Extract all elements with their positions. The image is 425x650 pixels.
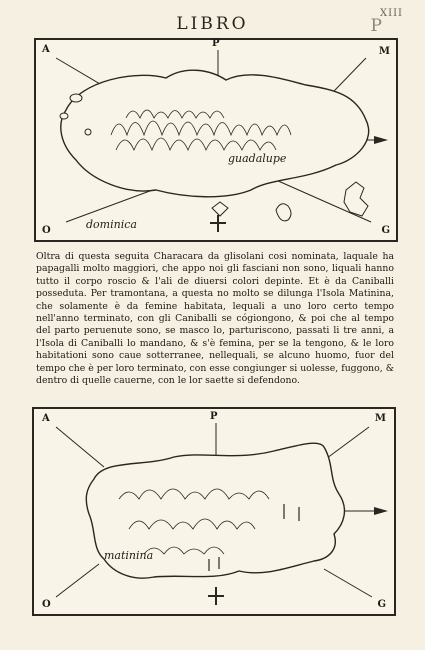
east-arrow xyxy=(374,136,388,144)
running-head xyxy=(0,8,425,36)
body-text xyxy=(36,251,394,387)
top-mark-letter: P xyxy=(210,411,218,422)
corner-nw-letter: A xyxy=(42,413,50,424)
corner-se-letter: G xyxy=(377,599,386,610)
corner-sw-letter: O xyxy=(42,225,51,236)
body-paragraph: Oltra di questa seguita Characara da glisolani cosi nominata, laquale ha papagalli molto maggiori, che appo noi gli fasciani non sono, liquali hanno tutto il corpo roscio & l'ali de diuersi colori depinte. Et è da Caniballi posseduta. Per tramontana, a questa no molto se dilunga l'Isola Matinina, che solamente è da femine habitata, lequali a uno loro certo tempo nell'anno terminato, con gli Caniballi se cógiongono, & poi che al tempo del parto peruenute sono, se masco lo, parturiscono, passati li tre anni, a l'Isola di Caniballi lo mandano, & s'è femina, per se la tengono, & le loro habitationi sono caue sotterranee, nellequali, se alcuno huomo, fuor del tempo che è per loro terminato, con esse congiunger si uolesse, fuggono, & dentro di quelle cauerne, con le lor saette si defendono. xyxy=(36,251,394,387)
rhumb-line xyxy=(324,569,372,597)
rhumb-line xyxy=(56,564,99,597)
island-label-guadalupe: guadalupe xyxy=(228,152,287,165)
islet xyxy=(85,129,91,135)
folio-number: XIII xyxy=(380,8,403,19)
map-guadalupe xyxy=(34,38,398,242)
islet xyxy=(344,182,368,216)
islet xyxy=(212,202,228,216)
east-arrow xyxy=(374,507,388,515)
map-matinina-drawing xyxy=(34,409,394,614)
islet xyxy=(60,113,68,119)
map-guadalupe-drawing xyxy=(36,40,396,240)
right-letter: P xyxy=(370,16,385,36)
map-matinina xyxy=(32,407,396,616)
running-head-title: LIBRO xyxy=(176,14,249,34)
corner-ne-letter: M xyxy=(378,46,390,57)
corner-se-letter: G xyxy=(381,225,390,236)
island-label-dominica: dominica xyxy=(86,218,137,231)
corner-nw-letter: A xyxy=(42,44,50,55)
islet xyxy=(276,204,291,221)
island-label-matinina: matinina xyxy=(104,549,154,562)
top-mark-letter: P xyxy=(212,38,220,49)
islet xyxy=(70,94,82,102)
corner-ne-letter: M xyxy=(374,413,386,424)
corner-sw-letter: O xyxy=(42,599,51,610)
rhumb-line xyxy=(56,427,104,467)
